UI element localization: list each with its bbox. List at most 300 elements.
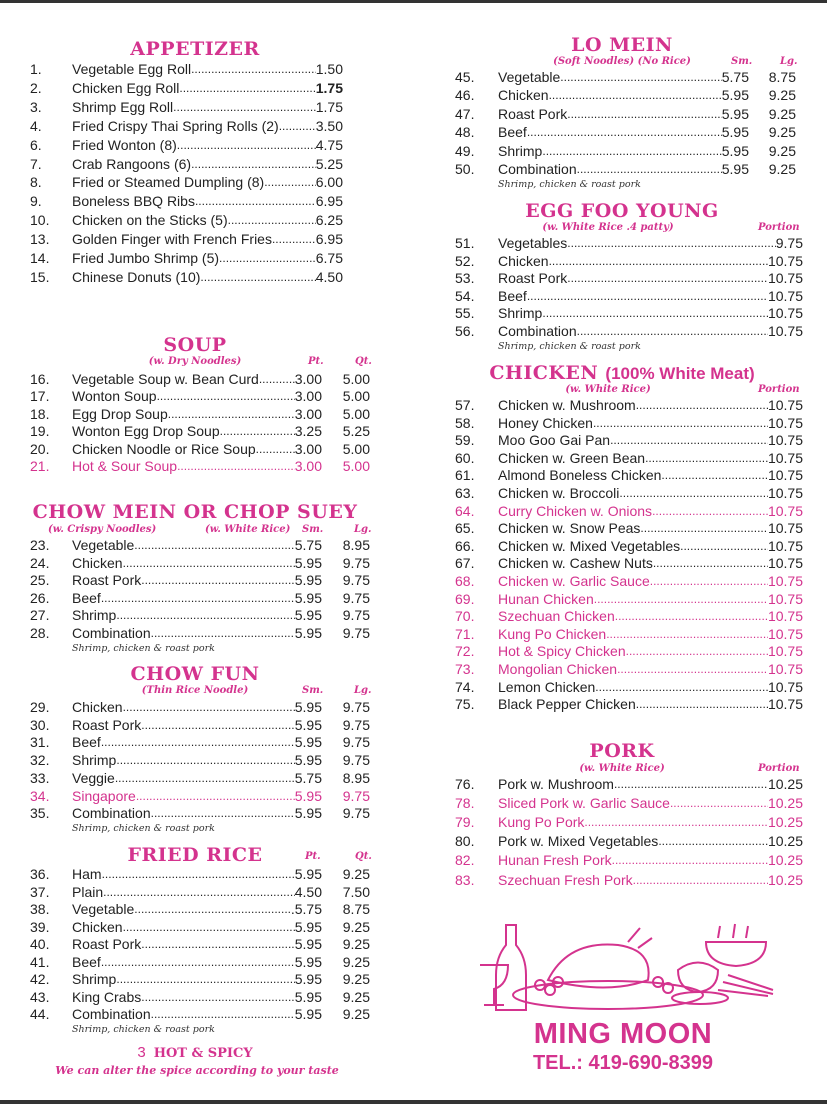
- section-subtitle: (w. White Rice .4 patty): [542, 222, 674, 233]
- item-price-small: 3.00: [294, 458, 322, 474]
- item-name: Plain: [72, 884, 104, 900]
- item-line: [498, 626, 803, 643]
- dot-leader: [652, 503, 768, 520]
- dot-leader: [661, 467, 768, 484]
- item-name: Chicken on the Sticks (5): [72, 212, 228, 228]
- item-price-large: 8.95: [342, 770, 370, 786]
- item-price: 10.25: [767, 814, 803, 830]
- item-price-small: 5.95: [721, 143, 749, 159]
- menu-item: [0, 643, 827, 660]
- item-number: 36.: [30, 866, 50, 882]
- item-name: Pork w. Mixed Vegetables: [498, 833, 659, 849]
- item-number: 80.: [455, 833, 475, 849]
- item-line: [72, 734, 322, 751]
- item-name: Chinese Donuts (10): [72, 269, 201, 285]
- item-name: Fried Wonton (8): [72, 137, 177, 153]
- item-number: 65.: [455, 520, 475, 536]
- item-name: Chicken w. Mushroom: [498, 397, 636, 413]
- item-number: 40.: [30, 936, 50, 952]
- item-name: Boneless BBQ Ribs: [72, 193, 195, 209]
- item-number: 45.: [455, 69, 475, 85]
- item-name: Roast Pork: [498, 106, 568, 122]
- item-line: [72, 954, 322, 971]
- column-header-1: Portion: [758, 384, 800, 395]
- column-header-1: Portion: [758, 222, 800, 233]
- section-subtitle: (w. Dry Noodles): [148, 356, 242, 367]
- item-price-small: 5.95: [294, 919, 322, 935]
- item-price-large: 8.75: [342, 901, 370, 917]
- item-name: Vegetable Egg Roll: [72, 61, 192, 77]
- dot-leader: [151, 1006, 295, 1023]
- item-line: [498, 143, 749, 160]
- item-number: 19.: [30, 423, 50, 439]
- item-number: 82.: [455, 852, 475, 868]
- item-name: Wonton Egg Drop Soup: [72, 423, 220, 439]
- item-name: Combination: [72, 1006, 151, 1022]
- item-price-large: 5.00: [342, 458, 370, 474]
- item-price: 6.75: [315, 250, 343, 266]
- item-number: 51.: [455, 235, 475, 251]
- item-name: Chicken: [498, 253, 549, 269]
- item-price-large: 9.75: [342, 717, 370, 733]
- item-number: 52.: [455, 253, 475, 269]
- item-price: 3.50: [315, 118, 343, 134]
- item-line: [72, 752, 322, 769]
- restaurant-phone: TEL.: 419-690-8399: [532, 1052, 714, 1074]
- item-price: 5.25: [315, 156, 343, 172]
- dot-leader: [645, 450, 768, 467]
- item-number: 16.: [30, 371, 50, 387]
- item-name: Moo Goo Gai Pan: [498, 432, 611, 448]
- top-border: [0, 0, 827, 3]
- item-line: [72, 212, 343, 229]
- item-number: 55.: [455, 305, 475, 321]
- item-name: Beef: [498, 124, 527, 140]
- dot-leader: [650, 573, 768, 590]
- item-name: Chicken w. Cashew Nuts: [498, 555, 653, 571]
- item-price: 10.75: [767, 696, 803, 712]
- item-price: 10.75: [767, 305, 803, 321]
- item-price-large: 9.25: [342, 1006, 370, 1022]
- dot-leader: [141, 989, 294, 1006]
- item-price: 10.75: [767, 432, 803, 448]
- item-price: 10.75: [767, 626, 803, 642]
- item-price-large: 9.75: [342, 555, 370, 571]
- menu-item: [0, 415, 827, 432]
- dot-leader: [658, 833, 768, 850]
- menu-item: [0, 450, 827, 467]
- item-number: 50.: [455, 161, 475, 177]
- item-price-small: 5.95: [294, 590, 322, 606]
- dot-leader: [594, 591, 768, 608]
- menu-item: [0, 814, 827, 831]
- item-line: [72, 971, 322, 988]
- item-name: Veggie: [72, 770, 115, 786]
- section-subtitle-2: (w. White Rice): [205, 524, 291, 535]
- item-number: 70.: [455, 608, 475, 624]
- item-price: 10.75: [767, 661, 803, 677]
- item-price: 10.75: [767, 555, 803, 571]
- item-price: 6.95: [315, 193, 343, 209]
- menu-item: [0, 717, 827, 734]
- item-price-large: 9.25: [342, 989, 370, 1005]
- menu-item: [0, 661, 827, 678]
- banquet-illustration: [478, 920, 778, 1015]
- item-price-large: 9.25: [342, 919, 370, 935]
- item-price-small: 5.95: [294, 555, 322, 571]
- dot-leader: [116, 752, 294, 769]
- item-line: [498, 833, 803, 850]
- item-number: 24.: [30, 555, 50, 571]
- item-line: [498, 573, 803, 590]
- item-name: Vegetable Soup w. Bean Curd: [72, 371, 259, 387]
- item-line: [498, 397, 803, 414]
- item-number: 20.: [30, 441, 50, 457]
- item-note: Shrimp, chicken & roast pork: [498, 179, 641, 190]
- item-number: 2.: [30, 80, 42, 96]
- item-price-small: 5.95: [294, 752, 322, 768]
- item-price-small: 5.95: [294, 788, 322, 804]
- item-price: 10.75: [767, 288, 803, 304]
- item-number: 30.: [30, 717, 50, 733]
- item-line: [498, 288, 803, 305]
- item-name: Lemon Chicken: [498, 679, 596, 695]
- item-price-small: 5.95: [294, 989, 322, 1005]
- item-number: 44.: [30, 1006, 50, 1022]
- item-name: Black Pepper Chicken: [498, 696, 636, 712]
- item-number: 59.: [455, 432, 475, 448]
- item-line: [498, 555, 803, 572]
- item-name: Hunan Chicken: [498, 591, 594, 607]
- spicy-count: 3: [137, 1044, 146, 1061]
- dot-leader: [549, 253, 768, 270]
- item-name: Combination: [498, 161, 577, 177]
- item-price-large: 9.75: [342, 788, 370, 804]
- item-number: 75.: [455, 696, 475, 712]
- item-name: Chicken: [72, 555, 123, 571]
- section-title-text: EGG FOO YOUNG: [525, 200, 719, 222]
- item-line: [498, 679, 803, 696]
- section-title-egg-foo-young: [525, 200, 719, 222]
- item-price-small: 5.95: [721, 124, 749, 140]
- dot-leader: [101, 954, 295, 971]
- item-price-large: 5.00: [342, 388, 370, 404]
- item-number: 42.: [30, 971, 50, 987]
- item-name: Shrimp Egg Roll: [72, 99, 174, 115]
- item-number: 21.: [30, 458, 50, 474]
- item-name: Vegetable: [498, 69, 561, 85]
- section-title-text: FRIED RICE: [127, 844, 263, 866]
- dot-leader: [615, 608, 768, 625]
- item-line: [498, 520, 803, 537]
- item-price: 6.25: [315, 212, 343, 228]
- item-name: Pork w. Mushroom: [498, 776, 614, 792]
- item-price: 10.75: [767, 679, 803, 695]
- dot-leader: [228, 212, 316, 229]
- menu-item: [0, 397, 827, 414]
- item-price: 4.75: [315, 137, 343, 153]
- item-line: [72, 717, 322, 734]
- item-note: Shrimp, chicken & roast pork: [72, 1024, 215, 1035]
- item-number: 34.: [30, 788, 50, 804]
- item-price-large: 5.00: [342, 441, 370, 457]
- menu-item: [0, 752, 827, 769]
- item-line: [498, 852, 803, 869]
- section-title-text: APPETIZER: [130, 38, 260, 60]
- section-title-lo-mein: [571, 34, 673, 56]
- menu-item: [0, 852, 827, 869]
- item-name: King Crabs: [72, 989, 142, 1005]
- item-line: [498, 814, 803, 831]
- item-name: Szechuan Fresh Pork: [498, 872, 633, 888]
- item-price: 10.75: [767, 450, 803, 466]
- dot-leader: [567, 270, 768, 287]
- menu-item: [0, 161, 827, 178]
- item-price-large: 9.75: [342, 805, 370, 821]
- item-number: 6.: [30, 137, 42, 153]
- item-price: 1.75: [315, 80, 343, 96]
- item-name: Crab Rangoons (6): [72, 156, 192, 172]
- item-name: Almond Boneless Chicken: [498, 467, 662, 483]
- item-name: Chicken w. Mixed Vegetables: [498, 538, 681, 554]
- dot-leader: [619, 485, 768, 502]
- item-number: 29.: [30, 699, 50, 715]
- item-price-small: 5.95: [294, 936, 322, 952]
- column-header-2: Qt.: [355, 851, 372, 862]
- spicy-tagline: We can alter the spice according to your taste: [55, 1064, 339, 1077]
- column-header-2: Lg.: [780, 56, 798, 67]
- item-number: 4.: [30, 118, 42, 134]
- dot-leader: [527, 124, 722, 141]
- item-price-small: 5.95: [721, 87, 749, 103]
- column-header-1: Pt.: [308, 356, 324, 367]
- item-price-small: 5.95: [294, 954, 322, 970]
- menu-item: [0, 901, 827, 918]
- item-name: Vegetable: [72, 537, 135, 553]
- item-line: [498, 872, 803, 889]
- item-line: [72, 371, 322, 388]
- menu-item: [0, 503, 827, 520]
- section-title-text: CHOW FUN: [130, 663, 260, 685]
- menu-item: [0, 69, 827, 86]
- item-number: 37.: [30, 884, 50, 900]
- item-name: Vegetable: [72, 901, 135, 917]
- menu-item: [0, 734, 827, 751]
- menu-item: [0, 696, 827, 713]
- item-price-small: 3.25: [294, 423, 322, 439]
- dot-leader: [259, 371, 295, 388]
- item-line: [72, 989, 322, 1006]
- item-price-small: 5.75: [721, 69, 749, 85]
- dot-leader: [101, 734, 295, 751]
- item-price: 10.75: [767, 503, 803, 519]
- item-price-large: 9.25: [768, 106, 796, 122]
- item-price: 10.25: [767, 852, 803, 868]
- item-line: [498, 538, 803, 555]
- item-price: 10.75: [767, 253, 803, 269]
- dot-leader: [653, 555, 768, 572]
- item-number: 1.: [30, 61, 42, 77]
- item-number: 31.: [30, 734, 50, 750]
- item-name: Kung Po Pork: [498, 814, 585, 830]
- item-name: Szechuan Chicken: [498, 608, 615, 624]
- menu-item: [0, 795, 827, 812]
- item-name: Beef: [72, 734, 101, 750]
- item-name: Fried or Steamed Dumpling (8): [72, 174, 265, 190]
- item-line: [498, 69, 749, 86]
- menu-item: [0, 573, 827, 590]
- item-line: [498, 503, 803, 520]
- item-name: Shrimp: [72, 971, 117, 987]
- item-number: 47.: [455, 106, 475, 122]
- dot-leader: [610, 432, 768, 449]
- item-name: Beef: [498, 288, 527, 304]
- item-number: 18.: [30, 406, 50, 422]
- item-line: [498, 253, 803, 270]
- item-name: Shrimp: [498, 305, 543, 321]
- dot-leader: [549, 87, 722, 104]
- item-number: 73.: [455, 661, 475, 677]
- item-name: Chicken w. Snow Peas: [498, 520, 641, 536]
- item-price-small: 5.95: [294, 625, 322, 641]
- item-name: Sliced Pork w. Garlic Sauce: [498, 795, 670, 811]
- dot-leader: [123, 919, 295, 936]
- item-line: [72, 936, 322, 953]
- item-name: Chicken w. Green Bean: [498, 450, 646, 466]
- item-price-large: 9.25: [342, 954, 370, 970]
- item-number: 33.: [30, 770, 50, 786]
- item-line: [498, 795, 803, 812]
- item-name: Beef: [72, 954, 101, 970]
- item-price-large: 5.00: [342, 406, 370, 422]
- menu-item: [0, 833, 827, 850]
- item-number: 27.: [30, 607, 50, 623]
- menu-item: [0, 591, 827, 608]
- item-name: Hot & Spicy Chicken: [498, 643, 626, 659]
- item-price: 10.75: [767, 591, 803, 607]
- section-subtitle: (w. Crispy Noodles): [48, 524, 157, 535]
- item-name: Hunan Fresh Pork: [498, 852, 612, 868]
- dot-leader: [606, 626, 768, 643]
- item-price-small: .5.75: [290, 901, 322, 917]
- item-price-large: 5.00: [342, 371, 370, 387]
- item-price: 10.75: [767, 323, 803, 339]
- item-price-large: 9.75: [342, 734, 370, 750]
- item-name: Honey Chicken: [498, 415, 593, 431]
- item-number: 43.: [30, 989, 50, 1005]
- item-line: [498, 432, 803, 449]
- item-price: 10.25: [767, 833, 803, 849]
- item-price-small: 5.95: [294, 607, 322, 623]
- item-note: Shrimp, chicken & roast pork: [72, 643, 215, 654]
- column-header-2: Lg.: [354, 524, 372, 535]
- item-number: 74.: [455, 679, 475, 695]
- item-name: Chicken Egg Roll: [72, 80, 180, 96]
- item-name: Chicken: [72, 699, 123, 715]
- item-number: 14.: [30, 250, 50, 266]
- item-name: Combination: [72, 625, 151, 641]
- menu-item: [0, 776, 827, 793]
- item-price: 1.75: [315, 99, 343, 115]
- item-name: Ham: [72, 866, 102, 882]
- item-number: 76.: [455, 776, 475, 792]
- menu-item: [0, 555, 827, 572]
- menu-item: [0, 467, 827, 484]
- item-price-small: 5.95: [294, 699, 322, 715]
- item-price-large: 9.75: [342, 699, 370, 715]
- item-price: 10.25: [767, 872, 803, 888]
- item-number: 46.: [455, 87, 475, 103]
- item-number: 63.: [455, 485, 475, 501]
- item-price-small: 5.75: [294, 770, 322, 786]
- item-number: 41.: [30, 954, 50, 970]
- item-name: Curry Chicken w. Onions: [498, 503, 653, 519]
- dot-leader: [567, 235, 775, 252]
- restaurant-name: MING MOON: [533, 1018, 713, 1050]
- menu-item: [0, 124, 827, 141]
- item-price: 10.75: [767, 467, 803, 483]
- menu-item: [0, 608, 827, 625]
- column-header-1: Pt.: [305, 851, 321, 862]
- item-name: Combination: [498, 323, 577, 339]
- item-price-small: 5.95: [294, 971, 322, 987]
- item-line: [498, 467, 803, 484]
- item-line: [498, 485, 803, 502]
- dot-leader: [141, 717, 295, 734]
- item-name: Roast Pork: [72, 572, 142, 588]
- item-price: 10.75: [767, 538, 803, 554]
- item-price: 6.00: [315, 174, 343, 190]
- item-line: [498, 124, 749, 141]
- item-number: 66.: [455, 538, 475, 554]
- item-number: 23.: [30, 537, 50, 553]
- item-line: [498, 608, 803, 625]
- item-line: [498, 106, 749, 123]
- item-price-small: 3.00: [294, 406, 322, 422]
- item-name: Wonton Soup: [72, 388, 157, 404]
- menu-item: [0, 872, 827, 889]
- item-number: 9.: [30, 193, 42, 209]
- item-name: Mongolian Chicken: [498, 661, 618, 677]
- item-line: [72, 901, 322, 918]
- menu-item: [0, 626, 827, 643]
- item-line: [498, 161, 749, 178]
- item-line: [72, 919, 322, 936]
- item-number: 3.: [30, 99, 42, 115]
- item-note: Shrimp, chicken & roast pork: [498, 341, 641, 352]
- menu-item: [0, 323, 827, 340]
- item-price-small: 3.00: [294, 388, 322, 404]
- item-number: 57.: [455, 397, 475, 413]
- dot-leader: [577, 323, 768, 340]
- section-title-text: CHICKEN: [489, 362, 599, 384]
- menu-item: [0, 305, 827, 322]
- item-line: [498, 323, 803, 340]
- item-name: Hot & Sour Soup: [72, 458, 178, 474]
- dot-leader: [617, 661, 768, 678]
- dot-leader: [680, 538, 768, 555]
- item-line: [72, 193, 343, 210]
- section-subtitle: (Soft Noodles) (No Rice): [553, 56, 691, 67]
- item-name: Kung Po Chicken: [498, 626, 607, 642]
- item-line: [498, 450, 803, 467]
- item-price-small: 5.95: [294, 734, 322, 750]
- item-name: Shrimp: [72, 752, 117, 768]
- item-number: 7.: [30, 156, 42, 172]
- item-price-large: 8.75: [768, 69, 796, 85]
- column-header-1: Sm.: [731, 56, 753, 67]
- dot-leader: [577, 161, 722, 178]
